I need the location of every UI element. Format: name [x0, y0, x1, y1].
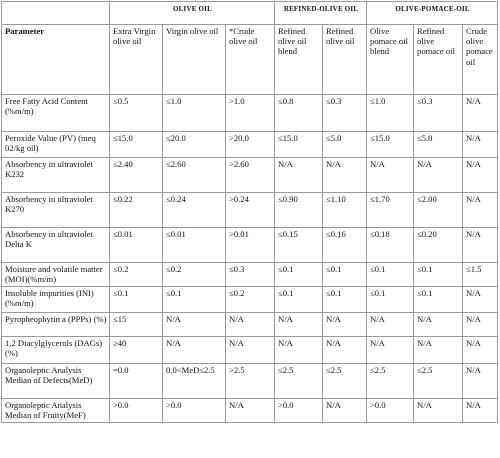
parameter-cell: Absorbency in ultraviolet Delta K — [2, 228, 110, 263]
value-cell: ≤0.1 — [414, 263, 463, 287]
parameter-cell: Absorbency in ultraviolet K232 — [2, 158, 110, 193]
value-cell: ≤0.1 — [110, 287, 163, 313]
column-header: Refined olive oil blend — [275, 25, 323, 95]
table-row — [2, 193, 498, 228]
value-cell: ≤0.90 — [275, 193, 323, 228]
empty-corner-cell — [2, 2, 110, 25]
table-row — [2, 263, 498, 287]
table-row — [2, 228, 498, 263]
value-cell: N/A — [163, 313, 226, 337]
value-cell: ≤0.2 — [226, 287, 275, 313]
value-cell: N/A — [463, 337, 498, 364]
parameter-cell: Moisture and volatile matter (MOI)(%m/m) — [2, 263, 110, 287]
value-cell: ≤0.3 — [414, 95, 463, 132]
value-cell: N/A — [226, 337, 275, 364]
value-cell: ≤0.1 — [275, 263, 323, 287]
value-cell: ≤0.5 — [110, 95, 163, 132]
value-cell: ≤0.3 — [226, 263, 275, 287]
column-header: Olive pomace oil blend — [367, 25, 414, 95]
value-cell: ≤0.3 — [323, 95, 367, 132]
value-cell: ≤2.5 — [367, 364, 414, 399]
value-cell: >0.0 — [163, 399, 226, 423]
value-cell: N/A — [163, 337, 226, 364]
column-header: *Crude olive oil — [226, 25, 275, 95]
value-cell: N/A — [414, 313, 463, 337]
value-cell: ≤0.1 — [367, 263, 414, 287]
value-cell: ≤2.40 — [110, 158, 163, 193]
parameter-cell: 1,2 Diacylglycerols (DAGs) (%) — [2, 337, 110, 364]
value-cell: N/A — [463, 364, 498, 399]
table-row — [2, 337, 498, 364]
parameter-cell: Insoluble impurities (INI) (%m/m) — [2, 287, 110, 313]
group-olive-oil: OLIVE OIL — [110, 2, 275, 25]
value-cell: N/A — [367, 337, 414, 364]
value-cell: ≤0.16 — [323, 228, 367, 263]
value-cell: ≤1.0 — [367, 95, 414, 132]
value-cell: N/A — [226, 399, 275, 423]
value-cell: N/A — [275, 158, 323, 193]
value-cell: N/A — [463, 228, 498, 263]
table-row — [2, 132, 498, 158]
value-cell: N/A — [367, 158, 414, 193]
value-cell: N/A — [323, 158, 367, 193]
value-cell: ≤0.2 — [163, 263, 226, 287]
value-cell: >20.0 — [226, 132, 275, 158]
value-cell: ≤15.0 — [110, 132, 163, 158]
value-cell: N/A — [275, 313, 323, 337]
value-cell: >0.0 — [275, 399, 323, 423]
value-cell: ≤0.01 — [110, 228, 163, 263]
value-cell: ≤2.60 — [163, 158, 226, 193]
value-cell: ≤0.1 — [367, 287, 414, 313]
value-cell: ≤0.22 — [110, 193, 163, 228]
value-cell: ≤15.0 — [367, 132, 414, 158]
value-cell: N/A — [463, 132, 498, 158]
column-header: Refined olive pomace oil — [414, 25, 463, 95]
value-cell: ≤1.0 — [163, 95, 226, 132]
table-row — [2, 95, 498, 132]
value-cell: N/A — [414, 399, 463, 423]
value-cell: ≤0.2 — [110, 263, 163, 287]
value-cell: ≤0.1 — [414, 287, 463, 313]
value-cell: N/A — [463, 313, 498, 337]
column-header: Crude olive pomace oil — [463, 25, 498, 95]
value-cell: >0.24 — [226, 193, 275, 228]
value-cell: ≤2.5 — [414, 364, 463, 399]
value-cell: ≤0.1 — [163, 287, 226, 313]
value-cell: ≤0.18 — [367, 228, 414, 263]
value-cell: ≤2.5 — [275, 364, 323, 399]
value-cell: ≤5.0 — [323, 132, 367, 158]
value-cell: ≤15.0 — [275, 132, 323, 158]
column-header-row — [2, 25, 498, 95]
column-header: Refined olive oil — [323, 25, 367, 95]
parameter-cell: Peroxide Value (PV) (meq 02/kg oil) — [2, 132, 110, 158]
column-header: Virgin olive oil — [163, 25, 226, 95]
value-cell: N/A — [275, 337, 323, 364]
value-cell: N/A — [226, 313, 275, 337]
value-cell: ≤0.1 — [323, 287, 367, 313]
value-cell: ≤1.5 — [463, 263, 498, 287]
table-row — [2, 158, 498, 193]
table-row — [2, 399, 498, 423]
value-cell: N/A — [323, 313, 367, 337]
value-cell: N/A — [463, 399, 498, 423]
value-cell: ≤0.20 — [414, 228, 463, 263]
value-cell: 0.0<MeD≤2.5 — [163, 364, 226, 399]
value-cell: ≤0.8 — [275, 95, 323, 132]
value-cell: >0.0 — [110, 399, 163, 423]
value-cell: =0.0 — [110, 364, 163, 399]
value-cell: ≤0.1 — [323, 263, 367, 287]
value-cell: ≤15 — [110, 313, 163, 337]
parameter-cell: Free Fatty Acid Content (%m/m) — [2, 95, 110, 132]
value-cell: ≤0.01 — [163, 228, 226, 263]
value-cell: N/A — [323, 337, 367, 364]
value-cell: >1.0 — [226, 95, 275, 132]
olive-oil-parameters-table — [1, 1, 498, 423]
value-cell: ≤0.1 — [275, 287, 323, 313]
table-row — [2, 287, 498, 313]
value-cell: >2.60 — [226, 158, 275, 193]
parameter-cell: Organoleptic Analysis Median of Fruity(MeF) — [2, 399, 110, 423]
value-cell: N/A — [463, 287, 498, 313]
value-cell: ≤20.0 — [163, 132, 226, 158]
value-cell: ≤2.00 — [414, 193, 463, 228]
group-header-row — [2, 2, 498, 25]
value-cell: ≤1.70 — [367, 193, 414, 228]
value-cell: ≤0.24 — [163, 193, 226, 228]
parameter-header: Parameter — [2, 25, 110, 95]
value-cell: ≥40 — [110, 337, 163, 364]
value-cell: ≤5.0 — [414, 132, 463, 158]
value-cell: ≤0.15 — [275, 228, 323, 263]
group-refined-olive-oil: REFINED-OLIVE OIL — [275, 2, 367, 25]
value-cell: ≤2.5 — [323, 364, 367, 399]
value-cell: N/A — [323, 399, 367, 423]
value-cell: N/A — [414, 158, 463, 193]
value-cell: N/A — [463, 158, 498, 193]
value-cell: >2.5 — [226, 364, 275, 399]
value-cell: N/A — [414, 337, 463, 364]
group-olive-pomace-oil: OLIVE-POMACE-OIL — [367, 2, 498, 25]
parameter-cell: Pyropheophytin a (PPPs) (%) — [2, 313, 110, 337]
column-header: Extra Virgin olive oil — [110, 25, 163, 95]
value-cell: N/A — [367, 313, 414, 337]
value-cell: ≤1.10 — [323, 193, 367, 228]
parameter-cell: Organoleptic Analysis Median of Defects(MeD) — [2, 364, 110, 399]
value-cell: N/A — [463, 95, 498, 132]
table-row — [2, 313, 498, 337]
table-row — [2, 364, 498, 399]
value-cell: >0.0 — [367, 399, 414, 423]
value-cell: N/A — [463, 193, 498, 228]
parameter-cell: Absorbency in ultraviolet K270 — [2, 193, 110, 228]
value-cell: >0.01 — [226, 228, 275, 263]
